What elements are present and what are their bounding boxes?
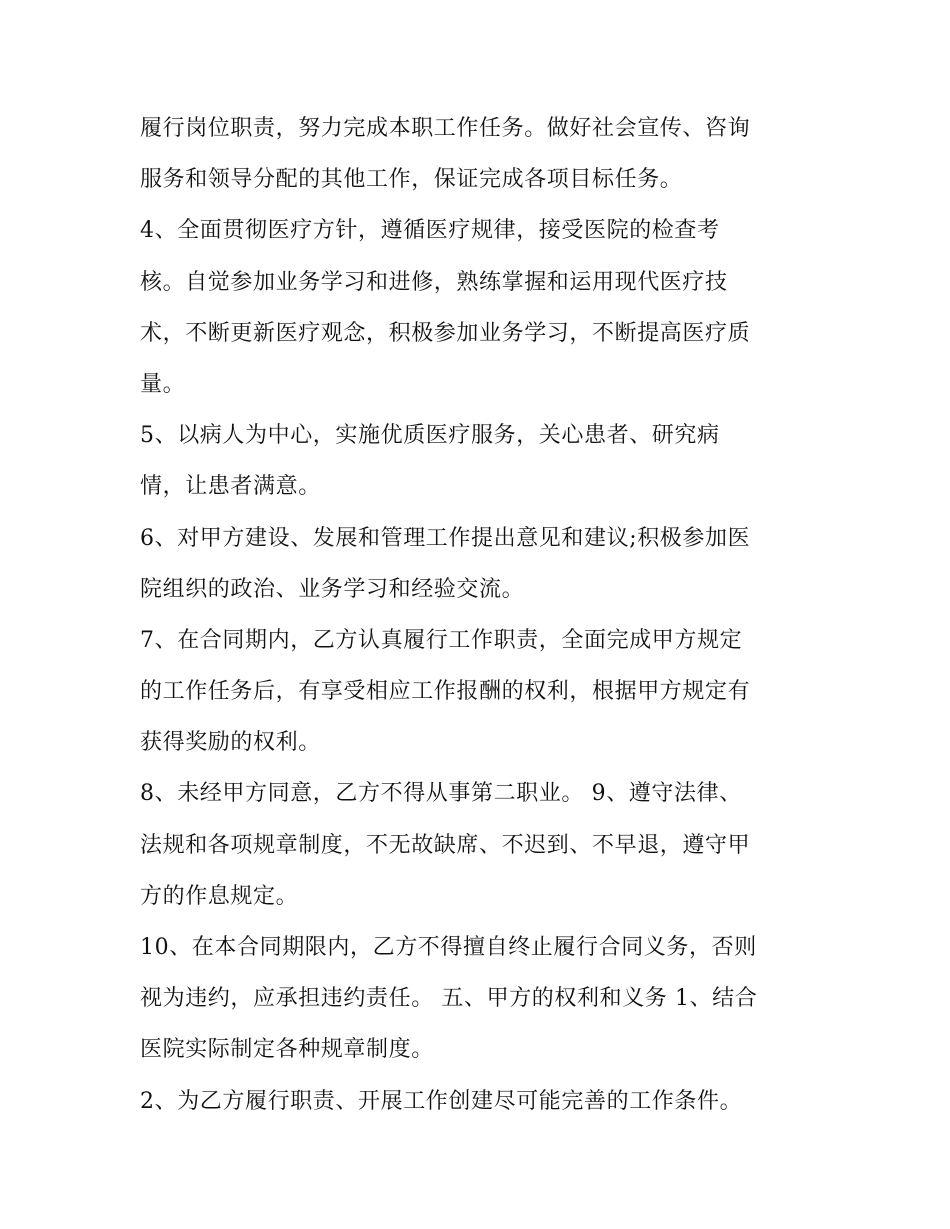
text-line: 法规和各项规章制度，不无故缺席、不迟到、不早退，遵守甲 (140, 832, 751, 858)
text-line: 视为违约，应承担违约责任。 五、甲方的权利和义务 1、结合 (140, 986, 758, 1012)
text-line: 7、在合同期内，乙方认真履行工作职责，全面完成甲方规定 (140, 627, 743, 653)
text-line: 6、对甲方建设、发展和管理工作提出意见和建议;积极参加医 (140, 525, 751, 551)
text-line: 服务和领导分配的其他工作，保证完成各项目标任务。 (140, 167, 683, 193)
text-line: 核。自觉参加业务学习和进修，熟练掌握和运用现代医疗技 (140, 269, 728, 295)
text-line: 术，不断更新医疗观念，积极参加业务学习，不断提高医疗质 (140, 320, 751, 346)
document-body (140, 103, 820, 1127)
text-line: 5、以病人为中心，实施优质医疗服务，关心患者、研究病 (140, 423, 720, 449)
text-line: 医院实际制定各种规章制度。 (140, 1037, 434, 1063)
text-line: 履行岗位职责，努力完成本职工作任务。做好社会宣传、咨询 (140, 116, 751, 141)
text-line: 10、在本合同期限内，乙方不得擅自终止履行合同义务，否则 (140, 935, 757, 960)
text-line: 量。 (140, 371, 186, 397)
text-line: 院组织的政治、业务学习和经验交流。 (140, 576, 525, 602)
text-line: 获得奖励的权利。 (140, 730, 321, 756)
text-line: 4、全面贯彻医疗方针，遵循医疗规律，接受医院的检查考 (140, 218, 720, 244)
text-line: 方的作息规定。 (140, 883, 299, 909)
text-line: 的工作任务后，有享受相应工作报酬的权利，根据甲方规定有 (140, 679, 751, 705)
text-line: 2、为乙方履行职责、开展工作创建尽可能完善的工作条件。 (140, 1088, 743, 1114)
text-line: 8、未经甲方同意，乙方不得从事第二职业。 9、遵守法律、 (140, 781, 742, 807)
text-line: 情，让患者满意。 (140, 474, 321, 500)
